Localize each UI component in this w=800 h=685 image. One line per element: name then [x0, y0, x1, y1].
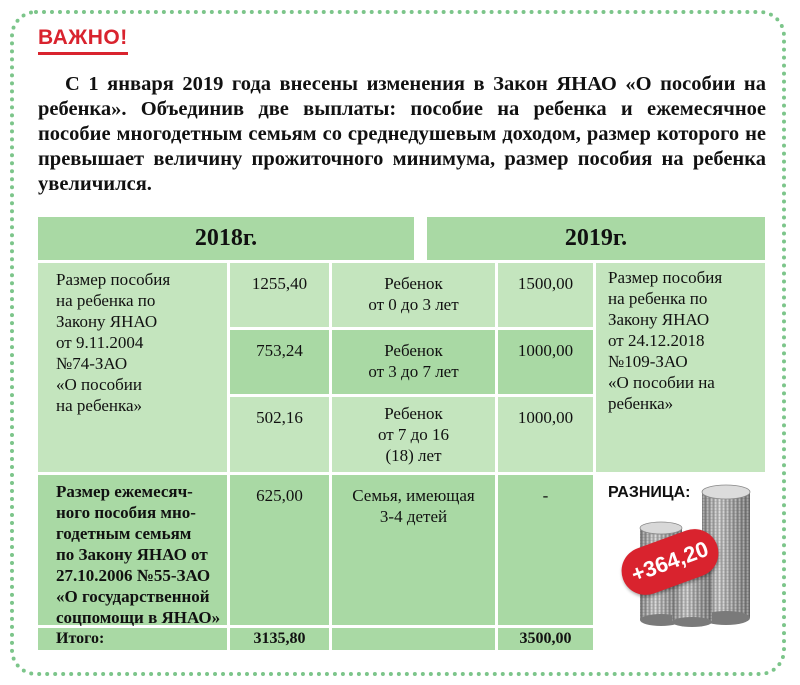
difference-value: +364,20 — [627, 536, 712, 587]
total-label: Итого: — [38, 628, 227, 650]
label-2018-family-law: Размер ежемесяч- ного пособия мно- годетным семьям по Закону ЯНАО от 27.10.2006 №55-ЗАО «О государственной соцпомощи в ЯНАО» — [38, 475, 227, 625]
intro-paragraph: С 1 января 2019 года внесены изменения в Закон ЯНАО «О пособии на ребенка». Объединив две выплаты: пособие на ребенка и ежемесячное пособие многодетным семьям со среднедушевым доходом, размер которого не превышает величину прожиточного минимума, размер пособия на ребенка увеличился. — [38, 73, 766, 195]
amount-2019-row-3: 1000,00 — [498, 397, 593, 472]
amount-2019-row-4: - — [498, 475, 593, 625]
total-2019: 3500,00 — [498, 628, 593, 650]
amount-2018-row-4: 625,00 — [230, 475, 329, 625]
amount-2018-row-3: 502,16 — [230, 397, 329, 472]
header-2019: 2019г. — [427, 217, 765, 260]
amount-2019-row-2: 1000,00 — [498, 330, 593, 394]
total-2018: 3135,80 — [230, 628, 329, 650]
category-row-4: Семья, имеющая 3-4 детей — [332, 475, 495, 625]
label-2019-child-law: Размер пособия на ребенка по Закону ЯНАО от 24.12.2018 №109-ЗАО «О пособии на ребенка» — [596, 263, 765, 472]
amount-2019-row-1: 1500,00 — [498, 263, 593, 327]
header-2018: 2018г. — [38, 217, 414, 260]
category-row-1: Ребенок от 0 до 3 лет — [332, 263, 495, 327]
important-badge: ВАЖНО! — [38, 27, 128, 55]
category-row-3: Ребенок от 7 до 16 (18) лет — [332, 397, 495, 472]
amount-2018-row-1: 1255,40 — [230, 263, 329, 327]
amount-2018-row-2: 753,24 — [230, 330, 329, 394]
total-empty-cell — [332, 628, 495, 650]
category-row-2: Ребенок от 3 до 7 лет — [332, 330, 495, 394]
difference-label: РАЗНИЦА: — [608, 484, 691, 501]
label-2018-child-law: Размер пособия на ребенка по Закону ЯНАО от 9.11.2004 №74-ЗАО «О пособии на ребенка» — [38, 263, 227, 472]
